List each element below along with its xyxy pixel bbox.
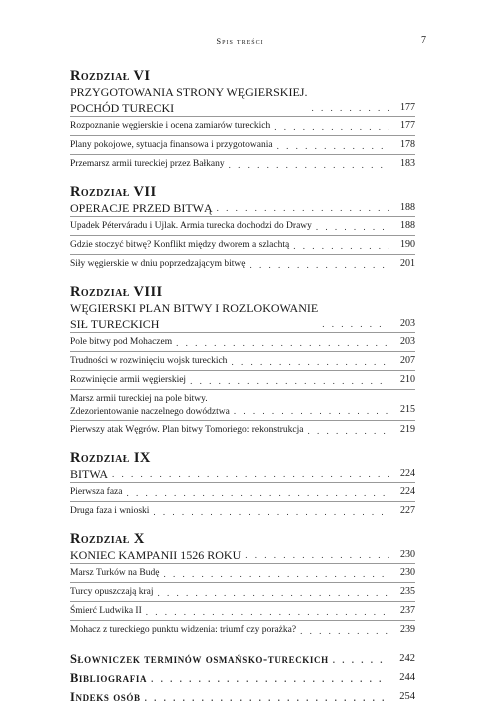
dot-leader [322, 320, 389, 329]
back-matter-title: Słowniczek terminów osmańsko-tureckich [70, 652, 329, 666]
dot-leader [229, 161, 389, 170]
dot-leader [249, 261, 389, 270]
page-ref: 230 [400, 567, 415, 578]
back-matter [70, 650, 415, 706]
page-ref: 178 [400, 139, 415, 150]
entry-title-line: Zdezorientowanie naczelnego dowództwa [70, 407, 230, 417]
entry-title: Pierwsza faza [70, 487, 123, 497]
chapter-title [70, 200, 213, 216]
toc-entry[interactable] [70, 352, 415, 370]
chapter-title-line: BITWA [70, 467, 108, 481]
chapter-title-line: PRZYGOTOWANIA STRONY WĘGIERSKIEJ. [70, 85, 308, 99]
dot-leader [190, 377, 389, 386]
page-ref: 224 [400, 468, 415, 479]
page-ref: 244 [399, 672, 415, 683]
dot-leader [333, 656, 389, 665]
dot-leader [145, 694, 389, 703]
toc-entry[interactable] [70, 371, 415, 389]
dot-leader [176, 339, 389, 348]
chapter-title-row[interactable] [70, 200, 415, 216]
page-ref: 190 [400, 239, 415, 250]
entry-title [70, 393, 230, 419]
back-matter-entry[interactable] [70, 669, 415, 687]
toc-entry[interactable] [70, 236, 415, 254]
page-ref: 219 [400, 424, 415, 435]
page-ref: 230 [400, 549, 415, 560]
page-ref: 207 [400, 355, 415, 366]
entry-title: Rozwinięcie armii węgierskiej [70, 375, 187, 385]
toc-entry[interactable] [70, 502, 415, 520]
table-of-contents [70, 68, 415, 707]
chapter-label: Rozdział VI [70, 68, 151, 84]
toc-entry[interactable] [70, 483, 415, 501]
page-ref: 188 [400, 202, 415, 213]
page-ref: 203 [400, 336, 415, 347]
page-ref: 235 [400, 586, 415, 597]
page-ref: 239 [400, 624, 415, 635]
chapter-title [70, 84, 307, 116]
toc-entry[interactable] [70, 155, 415, 173]
back-matter-title: Indeks osób [70, 690, 141, 704]
page-ref: 201 [400, 258, 415, 269]
dot-leader [151, 675, 389, 684]
chapter-title-line: KONIEC KAMPANII 1526 ROKU [70, 548, 242, 562]
chapter-title-line: SIŁ TURECKICH [70, 317, 160, 331]
dot-leader [112, 470, 389, 479]
chapter-label: Rozdział VII [70, 184, 157, 200]
entry-title: Mohacz z tureckiego punktu widzenia: triumf czy porażka? [70, 625, 297, 635]
chapter-label: Rozdział IX [70, 450, 151, 466]
chapter-section [70, 284, 415, 439]
chapter-section [70, 531, 415, 639]
page-ref: 203 [400, 318, 415, 329]
chapter-title-row[interactable] [70, 547, 415, 563]
entry-title: Gdzie stoczyć bitwę? Konflikt między dworem a szlachtą [70, 240, 290, 250]
page-header [0, 36, 480, 50]
page-ref: 224 [400, 486, 415, 497]
page-ref: 227 [400, 505, 415, 516]
entry-title: Pierwszy atak Węgrów. Plan bitwy Tomoriego: rekonstrukcja [70, 425, 304, 435]
page-ref: 210 [400, 374, 415, 385]
toc-entry[interactable] [70, 136, 415, 154]
page-ref: 254 [399, 691, 415, 702]
dot-leader [300, 627, 389, 636]
toc-entry[interactable] [70, 583, 415, 601]
dot-leader [163, 570, 389, 579]
chapter-title [70, 547, 241, 563]
dot-leader [277, 142, 389, 151]
chapter-section [70, 450, 415, 520]
toc-entry[interactable] [70, 564, 415, 582]
page-ref: 242 [399, 653, 415, 664]
toc-entry[interactable] [70, 333, 415, 351]
chapter-label: Rozdział VIII [70, 284, 163, 300]
dot-leader [231, 358, 389, 367]
dot-leader [316, 223, 389, 232]
page-ref: 177 [400, 102, 415, 113]
chapter-section [70, 184, 415, 273]
dot-leader [293, 242, 389, 251]
toc-entry[interactable] [70, 621, 415, 639]
entry-title: Śmierć Ludwika II [70, 606, 142, 616]
dot-leader [158, 589, 389, 598]
chapter-section [70, 68, 415, 173]
chapter-title-row[interactable] [70, 466, 415, 482]
back-matter-entry[interactable] [70, 688, 415, 706]
entry-title: Siły węgierskie w dniu poprzedzającym bitwę [70, 259, 246, 269]
page-ref: 237 [400, 605, 415, 616]
chapter-title-line: POCHÓD TURECKI [70, 101, 175, 115]
toc-entry[interactable] [70, 217, 415, 235]
dot-leader [126, 489, 389, 498]
toc-entry[interactable] [70, 602, 415, 620]
dot-leader [245, 551, 389, 560]
chapter-label: Rozdział X [70, 531, 145, 547]
page-ref: 183 [400, 158, 415, 169]
dot-leader [146, 608, 389, 617]
entry-title: Plany pokojowe, sytuacja finansowa i przygotowania [70, 140, 273, 150]
dot-leader [217, 204, 389, 213]
entry-title-line: Marsz armii tureckiej na pole bitwy. [70, 394, 208, 404]
toc-entry[interactable] [70, 255, 415, 273]
toc-entry[interactable] [70, 390, 415, 420]
toc-entry[interactable] [70, 117, 415, 135]
entry-title: Przemarsz armii tureckiej przez Bałkany [70, 159, 225, 169]
entry-title: Rozpoznanie węgierskie i ocena zamiarów tureckich [70, 121, 271, 131]
entry-title: Trudności w rozwinięciu wojsk tureckich [70, 356, 228, 366]
entry-title: Marsz Turków na Budę [70, 568, 160, 578]
entry-title: Pole bitwy pod Mohaczem [70, 337, 173, 347]
page-ref: 188 [400, 220, 415, 231]
running-head: Spis treści [216, 36, 264, 46]
dot-leader [153, 508, 389, 517]
back-matter-entry[interactable] [70, 650, 415, 668]
entry-title: Upadek Péterváradu i Ujlak. Armia turecka dochodzi do Drawy [70, 221, 312, 231]
page-number: 7 [421, 35, 426, 46]
page-ref: 177 [400, 120, 415, 131]
toc-entry[interactable] [70, 421, 415, 439]
entry-title: Turcy opuszczają kraj [70, 587, 154, 597]
entry-title: Druga faza i wnioski [70, 506, 150, 516]
dot-leader [234, 407, 389, 416]
dot-leader [274, 123, 389, 132]
chapter-title-line: OPERACJE PRZED BITWĄ [70, 201, 213, 215]
chapter-title-row[interactable] [70, 300, 415, 332]
back-matter-title: Bibliografia [70, 671, 148, 685]
chapter-title [70, 466, 108, 482]
chapter-title-line: WĘGIERSKI PLAN BITWY I ROZLOKOWANIE [70, 301, 319, 315]
dot-leader [311, 104, 389, 113]
dot-leader [307, 427, 389, 436]
page-ref: 215 [400, 404, 415, 415]
chapter-title [70, 300, 318, 332]
chapter-title-row[interactable] [70, 84, 415, 116]
